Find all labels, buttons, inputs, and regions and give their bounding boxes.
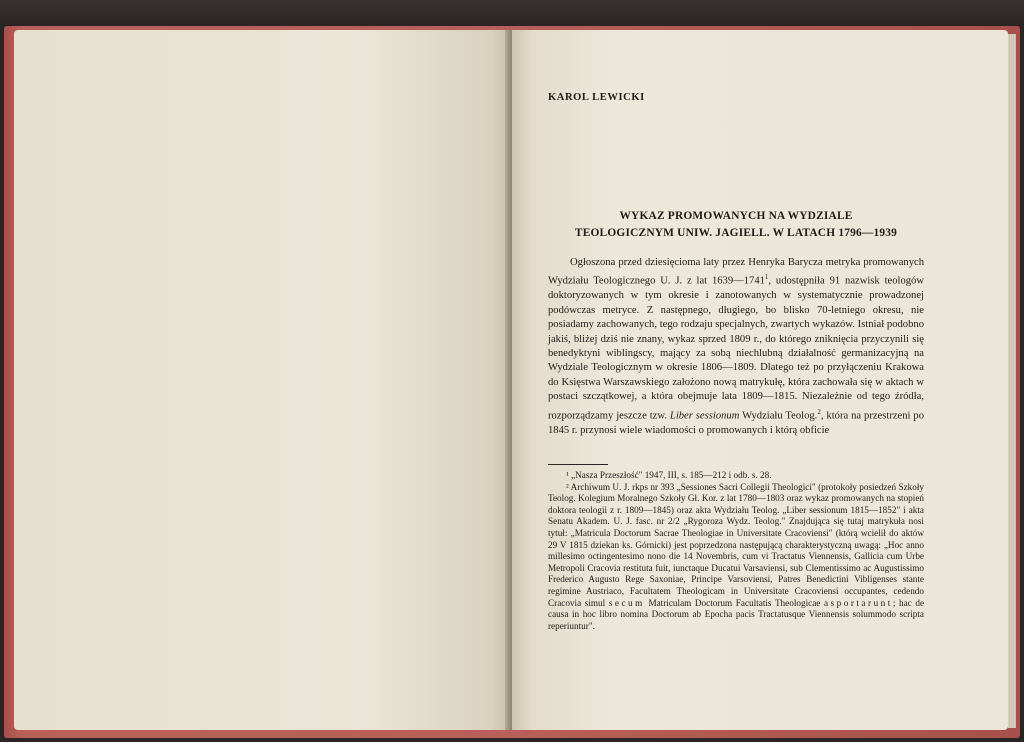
- body-text: Ogłoszona przed dziesięcioma laty przez Henryka Barycza metryka promowanych Wydziału Teologicznego U. J. z lat 1639—1741: [548, 257, 924, 287]
- article-body: [548, 256, 924, 438]
- footnote-2-spaced-2: asportarunt: [823, 597, 893, 608]
- background-strip: [0, 0, 1024, 26]
- footnote-ref-2: 2: [817, 407, 821, 416]
- footnotes: [548, 470, 924, 632]
- footnote-2-spaced-1: secum: [608, 597, 645, 608]
- body-italic-title: Liber sessionum: [669, 410, 740, 422]
- title-line-2: TEOLOGICZNYM UNIW. JAGIELL. W LATACH 1796—1939: [574, 227, 898, 239]
- left-page-bleedthrough: [100, 60, 490, 680]
- footnote-rule: [548, 464, 608, 465]
- article-title: [548, 208, 924, 242]
- footnote-1: ¹ „Nasza Przeszłość" 1947, III, s. 185—212 i odb. s. 28.: [566, 470, 772, 480]
- footnote-2-text-c: ; hac de causa in hoc libro nomina Doctorum ab Epocha pacis Tractatusque Viennensis solummodo scripta reperiuntur".: [548, 597, 925, 631]
- running-head: KAROL LEWICKI: [548, 92, 645, 103]
- footnote-2: [548, 482, 924, 633]
- body-text-cont: , udostępniła 91 nazwisk teologów doktoryzowanych w tym okresie i zanotowanych w systematycznie prowadzonej podówczas metryce. Z następnego, długiego, bo blisko 70-letniego okresu, nie posiadamy zachowanych, tego rodzaju specjalnych, zwartych wykazów. Istniał podobno jakiś, bliżej dziś nie znany, wykaz sprzed 1809 r., do którego zniknięcia przyczynili się benedyktyni wiblingscy, mający za sobą niechlubną działalność germanizacyjną na Wydziale Teologicznym w okresie 1806—1809. Dlatego też po przyłączeniu Krakowa do Księstwa Warszawskiego założono nową matrykułę, która zachowała się w aktach w postaci szczątkowej, a która obejmuje lata 1809—1815. Niezależnie od tego źródła, rozporządzamy jeszcze tzw.: [548, 275, 924, 422]
- body-text-cont-2: Wydziału Teolog.: [742, 410, 818, 422]
- body-paragraph: [548, 256, 924, 438]
- footnote-2-text: ² Archiwum U. J. rkps nr 393 „Sessiones Sacri Collegii Theologici" (protokoły posiedzeń Szkoły Teolog. Kolegium Moralnego Szkoły Gł. Kor. z lat 1780—1803 oraz wykaz promowanych na stopień doktora teologii z r. 1809—1845) oraz akta Wydziału Teolog. „Liber sessionum 1815—1852" i akta Senatu Akadem. U. J. fasc. nr 2/2 „Rygoroza Wydz. Teolog." Znajdująca się tutaj matrykuła nosi tytuł: „Matricula Doctorum Sacrae Theologiae in Universitate Cracoviensi" (którą wcielił do aktów 29 V 1815 dziekan ks. Górnicki) jest poprzedzona następującą charakterystyczną uwagą: „Hoc anno millesimo octingentesimo nono die 14 Novembris, cum vi Tractatus Viennensis, Gallicia cum Urbe Metropoli Cracovia restituta fuit, iunctaque Ducatui Varsaviensi, sub Clementissimo ac Augustissimo Frederico Augusto Rege Saxoniae, Principe Varsoviensi, Patres Benedictini Vibligenses stante regimine Austriaco, Facultatem Theologicam in Universitate Cracoviensi occupantes, cedendo Cracovia simul: [548, 481, 924, 608]
- footnote-ref-1: 1: [764, 273, 769, 282]
- footnote-2-text-b: Matriculam Doctorum Facultatis Theologicae: [648, 597, 821, 608]
- body-text-cont-3: , która na przestrzeni po 1845 r. przynosi wiele wiadomości o promowanych i którą obficie: [548, 410, 925, 436]
- page-edges: [1008, 34, 1016, 728]
- title-line-1: WYKAZ PROMOWANYCH NA WYDZIALE: [619, 210, 853, 222]
